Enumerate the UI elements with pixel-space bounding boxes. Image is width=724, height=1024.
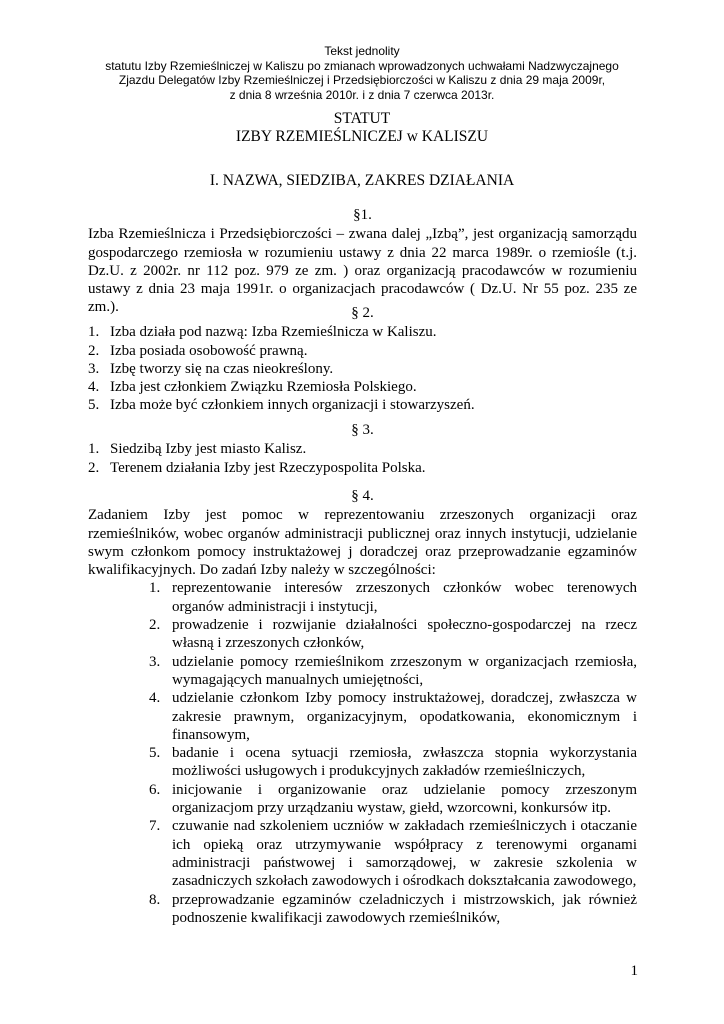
note-line: Tekst jednolity — [324, 44, 400, 58]
consolidated-text-note — [60, 44, 664, 102]
note-line: statutu Izby Rzemieślniczej w Kaliszu po zmianach wprowadzonych uchwałami Nadzwyczajnego — [105, 58, 619, 73]
item-number: 7. — [149, 818, 161, 835]
item-text: Terenem działania Izby jest Rzeczypospolita Polska. — [110, 459, 426, 476]
item-text: Izba może być członkiem innych organizacji i stowarzyszeń. — [110, 397, 475, 414]
title-line-2: IZBY RZEMIEŚLNICZEJ w KALISZU — [235, 128, 489, 145]
note-line: z dnia 8 września 2010r. i z dnia 7 czerwca 2013r. — [229, 87, 495, 102]
list-item — [88, 378, 637, 396]
page-number: 1 — [630, 963, 638, 979]
item-text: udzielanie pomocy rzemieślnikom zrzeszonym w organizacjach rzemiosła, wymagających manualnych umiejętności, — [172, 653, 637, 688]
item-text: Izba posiada osobowość prawną. — [110, 342, 308, 359]
section-paragraph: Izba Rzemieślnicza i Przedsiębiorczości – zwana dalej „Izbą”, jest organizacją samorządu gospodarczego rzemiosła w rozumieniu ustawy z dnia 22 marca 1989r. o rzemiośle (t.j. Dz.U. z 2002r. nr 112 poz. 979 ze zm. ) oraz organizacją pracodawców w rozumieniu ustawy z dnia 23 maja 1991r. o organizacjach pracodawców ( Dz.U. Nr 55 poz. 235 ze zm.). — [88, 226, 637, 316]
list-item — [149, 781, 637, 818]
item-text: czuwanie nad szkoleniem uczniów w zakładach rzemieślniczych i otaczanie ich opieką oraz utrzymywanie współpracy z terenowymi organami administracji państwowej i samorządowej, w zakresie szkolenia w zasadniczych szkołach zawodowych i ośrodkach dokształcania zawodowego, — [172, 818, 637, 890]
item-text: Izba działa pod nazwą: Izba Rzemieślnicza w Kaliszu. — [110, 324, 437, 341]
list-item — [88, 459, 637, 477]
note-line: Zjazdu Delegatów Izby Rzemieślniczej i Przedsiębiorczości w Kaliszu z dnia 29 maja 2009r, — [118, 73, 606, 87]
section-heading: §1. — [353, 207, 372, 223]
section-heading: § 4. — [351, 488, 374, 504]
numbered-list — [88, 323, 637, 414]
list-item — [149, 744, 637, 781]
item-number: 3. — [88, 360, 100, 377]
item-text: inicjowanie i organizowanie oraz udzielanie pomocy zrzeszonym organizacjom przy urządzaniu wystaw, giełd, wzorcowni, konkursów itp. — [172, 781, 637, 817]
item-text: prowadzenie i rozwijanie działalności społeczno-gospodarczej na rzecz własną i zrzeszonych członków, — [172, 617, 637, 652]
section-2 — [88, 304, 637, 415]
item-text: Izba jest członkiem Związku Rzemiosła Polskiego. — [110, 379, 417, 396]
item-number: 1. — [88, 441, 100, 458]
section-4 — [88, 487, 637, 927]
item-number: 5. — [88, 397, 100, 414]
section-3 — [88, 421, 637, 477]
item-text: Siedzibą Izby jest miasto Kalisz. — [110, 441, 307, 458]
title-line-1: STATUT — [333, 110, 391, 127]
item-text: udzielanie członkom Izby pomocy instruktażowej, doradczej, zwłaszcza w zakresie prawnym, organizacyjnym, opodatkowania, ekonomicznym i finansowym, — [172, 690, 637, 743]
section-paragraph: Zadaniem Izby jest pomoc w reprezentowaniu zrzeszonych organizacji oraz rzemieślników, wobec organów administracji publicznej oraz innych instytucji, udzielanie swym członkom pomocy instruktażowej j doradczej oraz przeprowadzanie egzaminów kwalifikacyjnych. Do zadań Izby należy w szczególności: — [88, 507, 637, 579]
item-number: 8. — [149, 891, 161, 908]
item-number: 2. — [88, 459, 100, 476]
item-number: 3. — [149, 653, 161, 670]
item-number: 5. — [149, 745, 161, 762]
document-title — [60, 110, 664, 146]
item-number: 2. — [149, 617, 161, 634]
list-item — [149, 689, 637, 744]
list-item — [149, 579, 637, 616]
item-text: przeprowadzanie egzaminów czeladniczych i mistrzowskich, jak również podnoszenie kwalifikacji zawodowych rzemieślników, — [172, 891, 637, 926]
item-text: reprezentowanie interesów zrzeszonych członków wobec terenowych organów administracji i instytucji, — [172, 580, 637, 615]
numbered-list — [88, 440, 637, 477]
section-1 — [88, 206, 637, 317]
list-item — [149, 616, 637, 653]
item-text: badanie i ocena sytuacji rzemiosła, zwłaszcza stopnia wykorzystania możliwości usługowych i produkcyjnych zakładów rzemieślniczych, — [172, 745, 637, 780]
section-heading: § 2. — [351, 305, 374, 321]
list-item — [88, 323, 637, 341]
section-heading: § 3. — [351, 422, 374, 438]
chapter-title: I. NAZWA, SIEDZIBA, ZAKRES DZIAŁANIA — [209, 172, 515, 189]
list-item — [88, 396, 637, 414]
item-number: 1. — [149, 580, 161, 597]
item-text: Izbę tworzy się na czas nieokreślony. — [110, 360, 334, 377]
list-item — [149, 817, 637, 890]
list-item — [88, 360, 637, 378]
list-item — [88, 440, 637, 458]
item-number: 6. — [149, 781, 161, 798]
list-item — [149, 891, 637, 928]
list-item — [149, 653, 637, 690]
list-item — [88, 342, 637, 360]
item-number: 4. — [88, 379, 100, 396]
item-number: 4. — [149, 690, 161, 707]
item-number: 1. — [88, 324, 100, 341]
tasks-list — [149, 579, 637, 927]
item-number: 2. — [88, 342, 100, 359]
